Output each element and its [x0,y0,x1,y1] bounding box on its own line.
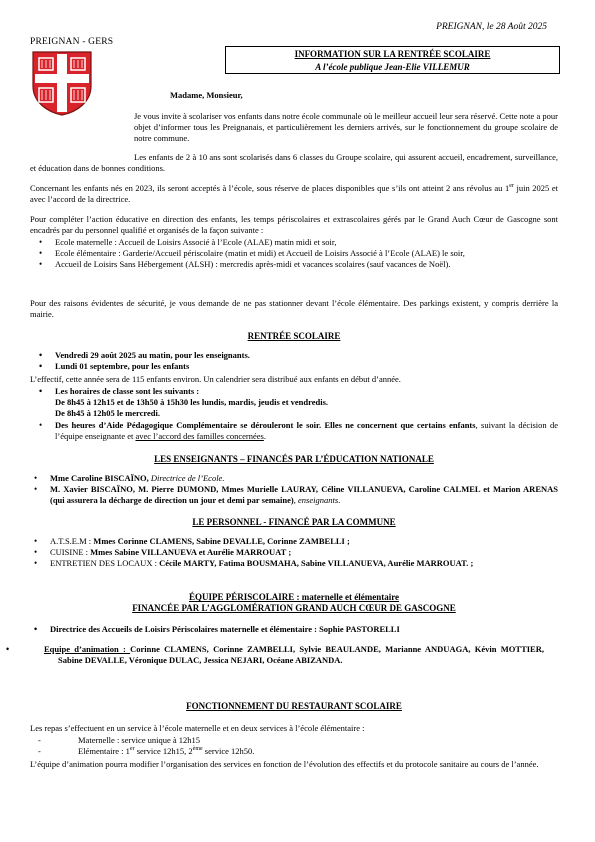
restaurant-outro: L’équipe d’animation pourra modifier l’organisation des services en fonction de l’évolution des effectifs et du protocole sanitaire au cours de l’année. [30,759,539,769]
logo-label: PREIGNAN - GERS [30,37,114,47]
personnel-list [30,536,558,570]
periscolaire-list [30,624,558,667]
list-item: • Lundi 01 septembre, pour les enfants [35,361,558,372]
list-item: • Accueil de Loisirs Sans Hébergement (ALSH) : mercredis après-midi et vacances scolaires (sauf vacances de Noël). [35,259,558,270]
salutation: Madame, Monsieur, [170,90,243,100]
heading-personnel: LE PERSONNEL - FINANCÉ PAR LA COMMUNE [192,517,396,527]
heading-restaurant: FONCTIONNEMENT DU RESTAURANT SCOLAIRE [186,701,402,711]
intro-paragraph-1: Je vous invite à scolariser vos enfants dans notre école communale où le meilleur accueil leur sera réservé. Cette note a pour objet d’informer tous les Preignanais, et particulièrement les derniers arrivés, sur le fonctionnement du groupe scolaire de notre commune. [134,111,558,144]
effectif-paragraph: L’effectif, cette année sera de 115 enfants environ. Un calendrier sera distribué aux enfants en début d’année. [30,374,401,384]
list-item: • Vendredi 29 août 2025 au matin, pour les enseignants. [35,350,558,361]
list-item: - Elémentaire : 1er service 12h15, 2ème service 12h50. [30,746,558,757]
intro-paragraph-4: Pour compléter l’action éducative en direction des enfants, les temps périscolaires et extrascolaires gérés par le Grand Auch Cœur de Gascogne sont encadrés par du personnel qualifié et organisés de la façon suivante : [30,214,558,236]
rentree-dates [35,350,558,372]
list-item: • CUISINE : Mmes Sabine VILLANUEVA et Aurélie MARROUAT ; [30,547,558,558]
list-item: • ENTRETIEN DES LOCAUX : Cécile MARTY, Fatima BOUSMAHA, Sabine VILLANUEVA, Aurélie MARROUAT. ; [30,558,558,569]
restaurant-services [30,735,558,757]
enseignants-list [30,473,558,507]
horaires-list [35,386,558,442]
heading-enseignants: LES ENSEIGNANTS – FINANCÉS PAR L’ÉDUCATION NATIONALE [154,454,434,464]
list-item: • Les horaires de classe sont les suivants : De 8h45 à 12h15 et de 13h50 à 15h30 les lundis, mardis, jeudis et vendredis. De 8h45 à 12h05 le mercredi. [35,386,558,420]
list-item: • Des heures d’Aide Pédagogique Complémentaire se dérouleront le soir. Elles ne concernent que certains enfants, suivant la décision de l’équipe enseignante et avec l’accord des familles concernées. [35,420,558,442]
list-item: • Mme Caroline BISCAÏNO, Directrice de l’Ecole. [30,473,558,484]
heading-periscolaire: ÉQUIPE PÉRISCOLAIRE : maternelle et élémentaire FINANCÉE PAR L’AGGLOMÉRATION GRAND AUCH CŒUR DE GASCOGNE [132,592,456,613]
title-box [225,46,560,74]
security-paragraph: Pour des raisons évidentes de sécurité, je vous demande de ne pas stationner devant l’école élémentaire. Des parkings existent, y compris derrière la mairie. [30,298,558,320]
intro-paragraph-2: Les enfants de 2 à 10 ans sont scolarisés dans 6 classes du Groupe scolaire, qui assurent accueil, encadrement, surveillance, et éducation dans de bonnes conditions. [30,152,558,174]
title-line-1: INFORMATION SUR LA RENTRÉE SCOLAIRE [294,49,491,59]
list-item: • Directrice des Accueils de Loisirs Périscolaires maternelle et élémentaire : Sophie PASTORELLI [30,624,558,635]
intro-paragraph-3: Concernant les enfants nés en 2023, ils seront acceptés à l’école, sous réserve de places disponibles que s’ils ont atteint 2 ans révolus au 1er juin 2025 et avec l’accord de la directrice. [30,183,559,205]
restaurant-intro: Les repas s’effectuent en un service à l’école maternelle et en deux services à l’école élémentaire : [30,723,365,733]
list-item: - Maternelle : service unique à 12h15 [30,735,558,746]
title-line-2: A l’école publique Jean-Elie VILLEMUR [315,61,470,72]
activity-list [35,237,558,271]
list-item: • Ecole élémentaire : Garderie/Accueil périscolaire (matin et midi) et Accueil de Loisirs Associé à l’Ecole (ALAE) le soir, [35,248,558,259]
list-item: • M. Xavier BISCAÏNO, M. Pierre DUMOND, Mmes Murielle LAURAY, Céline VILLANUEVA, Caroline CALMEL et Marion ARENAS (qui assurera la décharge de direction un jour et demi par semaine), enseignants. [30,484,558,506]
list-item: • Ecole maternelle : Accueil de Loisirs Associé à l’Ecole (ALAE) matin midi et soir, [35,237,558,248]
dateline: PREIGNAN, le 28 Août 2025 [436,22,547,32]
list-item: • A.T.S.E.M : Mmes Corinne CLAMENS, Sabine DEVALLE, Corinne ZAMBELLI ; [30,536,558,547]
heading-rentree: RENTRÉE SCOLAIRE [247,331,341,341]
coat-of-arms-icon [31,50,93,116]
list-item: • Equipe d’animation : Corinne CLAMENS, Corinne ZAMBELLI, Sylvie BEAULANDE, Marianne ANDUAGA, Kévin MOTTIER, Sabine DEVALLE, Véronique DULAC, Jessica NEJARI, Océane ABIZANDA. [16,644,544,666]
